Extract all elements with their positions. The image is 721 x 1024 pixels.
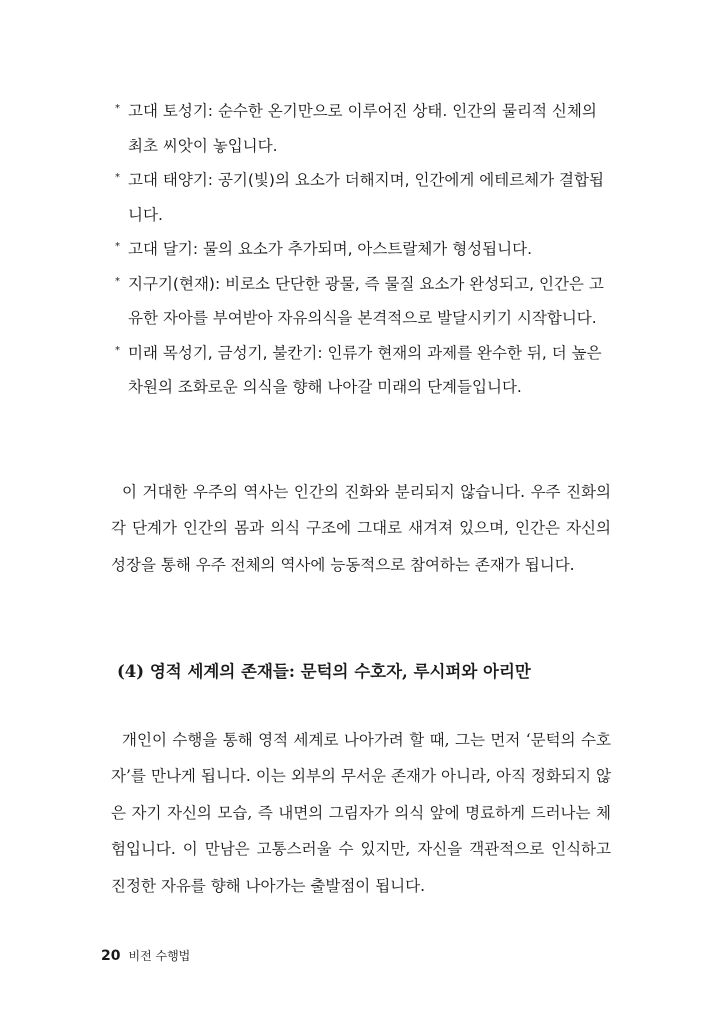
list-item-text: 고대 태양기: 공기(빛)의 요소가 더해지며, 인간에게 에테르체가 결합됩니다. xyxy=(128,171,604,224)
section-heading: (4) 영적 세계의 존재들: 문턱의 수호자, 루시퍼와 아리만 xyxy=(117,661,531,681)
list-item xyxy=(115,267,615,336)
list-item-text: 지구기(현재): 비로소 단단한 광물, 즉 물질 요소가 완성되고, 인간은 고유한 자아를 부여받아 자유의식을 본격적으로 발달시키기 시작합니다. xyxy=(128,274,604,327)
bullet-marker: * xyxy=(115,241,120,252)
list-item-text: 미래 목성기, 금성기, 불칸기: 인류가 현재의 과제를 완수한 뒤, 더 높은 차원의 조화로운 의식을 향해 나아갈 미래의 단계들입니다. xyxy=(128,343,602,396)
book-title: 비전 수행법 xyxy=(128,949,191,963)
list-item-text: 고대 토성기: 순수한 온기만으로 이루어진 상태. 인간의 물리적 신체의 최초 씨앗이 놓입니다. xyxy=(128,102,597,155)
list-item xyxy=(115,232,615,267)
page-number: 20 xyxy=(101,948,121,964)
bullet-marker: * xyxy=(115,275,120,287)
page-footer xyxy=(101,947,190,964)
list-item xyxy=(115,336,615,405)
body-paragraph: 이 거대한 우주의 역사는 인간의 진화와 분리되지 않습니다. 우주 진화의 각 단계가 인간의 몸과 의식 구조에 그대로 새겨져 있으며, 인간은 자신의 성장을 통해 우주 전체의 역사에 능동적으로 참여하는 존재가 됩니다. xyxy=(111,482,611,574)
cosmic-stages-list xyxy=(115,94,615,405)
body-paragraph: 개인이 수행을 통해 영적 세계로 나아가려 할 때, 그는 먼저 ‘문턱의 수호자’를 만나게 됩니다. 이는 외부의 무서운 존재가 아니라, 아직 정화되지 않은 자기 자신의 모습, 즉 내면의 그림자가 의식 앞에 명료하게 드러나는 체험입니다. 이 만남은 고통스러울 수 있지만, 자신을 객관적으로 인식하고 진정한 자유를 향해 나아가는 출발점이 됩니다. xyxy=(111,730,611,895)
list-item-text: 고대 달기: 물의 요소가 추가되며, 아스트랄체가 형성됩니다. xyxy=(128,240,532,258)
bullet-marker: * xyxy=(115,344,120,356)
list-item xyxy=(115,94,615,163)
bullet-marker: * xyxy=(115,172,120,183)
bullet-marker: * xyxy=(115,103,120,114)
list-item xyxy=(115,163,615,232)
